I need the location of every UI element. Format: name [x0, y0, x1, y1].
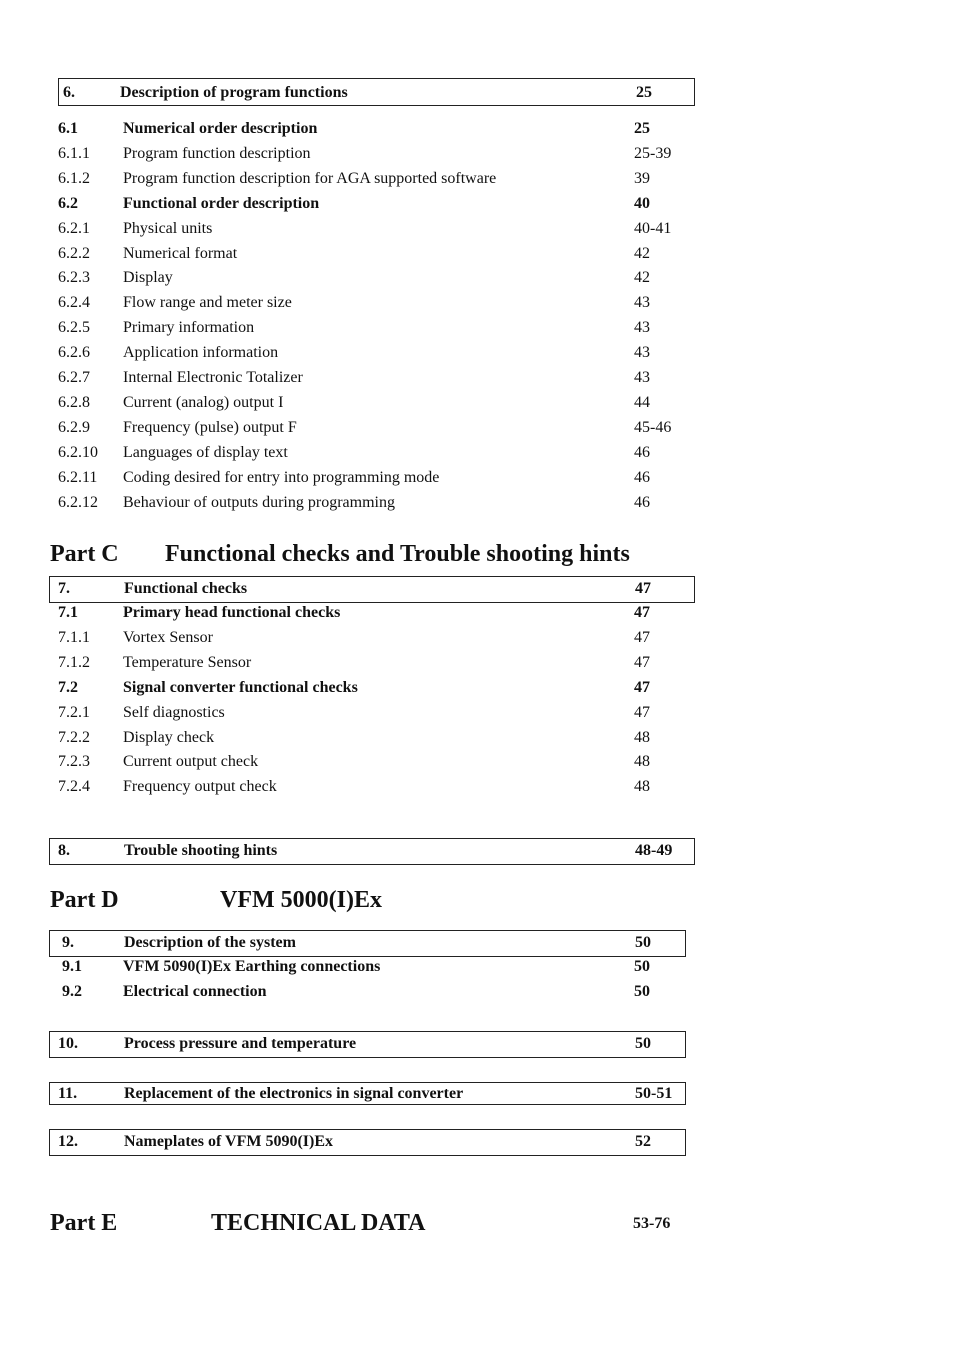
part-title: TECHNICAL DATA: [211, 1210, 426, 1236]
entry-number: 9.1: [62, 958, 82, 975]
toc-entry: [58, 166, 714, 191]
section-11-header: [49, 1082, 686, 1105]
entry-number: 6.2.8: [58, 393, 90, 411]
toc-entry: [58, 700, 714, 725]
section-title: Functional checks: [124, 580, 248, 597]
entry-title: Frequency (pulse) output F: [123, 418, 297, 436]
section-page: 47: [635, 580, 651, 597]
toc-entry: [58, 465, 714, 490]
entry-page: 42: [634, 269, 650, 287]
section-12-row: [58, 1129, 678, 1154]
part-c-heading: [50, 541, 750, 571]
entry-title: Behaviour of outputs during programming: [123, 493, 395, 511]
entry-page: 47: [634, 678, 650, 696]
entry-page: 40-41: [634, 219, 672, 237]
section-7-row: [58, 576, 688, 601]
toc-entry: [62, 954, 714, 979]
part-label: Part D: [50, 887, 119, 913]
toc-entry: [58, 315, 714, 340]
entry-page: 46: [634, 468, 650, 486]
entry-number: 6.2.11: [58, 468, 98, 486]
section-page: 50: [635, 1035, 651, 1052]
entry-page: 46: [634, 493, 650, 511]
section-title: Description of program functions: [120, 84, 348, 101]
entry-number: 6.2.5: [58, 319, 90, 337]
section-number: 12.: [58, 1133, 78, 1150]
toc-entry: [58, 650, 714, 675]
entry-page: 50: [634, 958, 650, 975]
section-page: 52: [635, 1133, 651, 1150]
entry-title: Physical units: [123, 219, 213, 237]
entry-page: 43: [634, 369, 650, 386]
part-title: VFM 5000(I)Ex: [220, 887, 382, 913]
toc-entry: [58, 600, 714, 625]
section-8-row: [58, 838, 688, 863]
entry-page: 48: [634, 728, 650, 746]
entry-title: Current (analog) output I: [123, 393, 284, 411]
entry-page: 42: [634, 244, 650, 262]
section-title: Trouble shooting hints: [124, 842, 278, 859]
entry-page: 50: [634, 983, 650, 1000]
entry-title: Flow range and meter size: [123, 294, 292, 312]
part-d-heading: [50, 887, 750, 917]
entry-number: 6.1: [58, 120, 78, 137]
entry-title: Self diagnostics: [123, 703, 225, 721]
section-number: 6.: [63, 84, 75, 101]
entry-page: 40: [634, 194, 650, 212]
entry-title: Primary information: [123, 319, 255, 337]
section-12-header: [49, 1129, 686, 1156]
toc-entry: [62, 979, 714, 1004]
part-e-heading: [50, 1210, 750, 1240]
entry-number: 7.2.1: [58, 703, 90, 721]
entry-page: 45-46: [634, 418, 672, 436]
entry-page: 25-39: [634, 144, 672, 162]
entry-number: 7.1.2: [58, 653, 90, 671]
entry-title: Current output check: [123, 753, 259, 771]
entry-title: Languages of display text: [123, 443, 288, 461]
entry-number: 6.2.6: [58, 344, 90, 362]
section-page: 25: [636, 84, 652, 101]
toc-entry: [58, 116, 714, 141]
section-6-row: [63, 80, 693, 105]
section-11-row: [58, 1081, 678, 1106]
toc-entry: [58, 365, 714, 390]
entry-number: 6.2.10: [58, 443, 98, 461]
toc-entry: [58, 749, 714, 774]
toc-entry: [58, 340, 714, 365]
section-6-header: [58, 78, 695, 106]
entry-number: 7.2: [58, 678, 78, 696]
part-label: Part E: [50, 1210, 118, 1236]
entry-number: 7.2.3: [58, 753, 90, 771]
section-7-header: [49, 576, 695, 603]
toc-entry: [58, 216, 714, 241]
entry-number: 6.1.2: [58, 169, 90, 187]
entry-title: Frequency output check: [123, 778, 277, 796]
entry-page: 43: [634, 344, 650, 362]
entry-title: Display check: [123, 728, 215, 746]
section-page: 50-51: [635, 1085, 673, 1102]
entry-title: Signal converter functional checks: [123, 678, 358, 696]
entry-page: 44: [634, 393, 650, 411]
toc-entry: [58, 265, 714, 290]
entry-title: Temperature Sensor: [123, 653, 252, 671]
section-title: Replacement of the electronics in signal converter: [124, 1085, 464, 1102]
entry-title: Electrical connection: [123, 983, 267, 1000]
entry-number: 6.2: [58, 194, 78, 212]
section-number: 7.: [58, 580, 70, 597]
toc-entry: [58, 290, 714, 315]
entry-title: Program function description: [123, 144, 311, 162]
entry-number: 6.2.4: [58, 294, 90, 312]
entry-page: 47: [634, 628, 650, 646]
section-10-header: [49, 1031, 686, 1058]
entry-number: 6.1.1: [58, 144, 90, 162]
section-10-row: [58, 1031, 678, 1056]
entry-number: 6.2.2: [58, 244, 90, 262]
entry-page: 43: [634, 294, 650, 312]
section-number: 8.: [58, 842, 70, 859]
entry-title: VFM 5090(I)Ex Earthing connections: [123, 958, 381, 975]
part-label: Part C: [50, 541, 119, 567]
toc-entry: [58, 490, 714, 515]
entry-page: 25: [634, 120, 650, 137]
toc-entry: [58, 774, 714, 799]
entry-page: 39: [634, 169, 650, 187]
entry-number: 7.1: [58, 604, 78, 621]
entry-page: 48: [634, 753, 650, 771]
entry-page: 47: [634, 703, 650, 721]
entry-title: Display: [123, 269, 173, 287]
entry-number: 6.2.9: [58, 418, 90, 436]
section-page: 50: [635, 934, 651, 951]
toc-entry: [58, 141, 714, 166]
part-page: 53-76: [633, 1215, 671, 1232]
entry-page: 43: [634, 319, 650, 337]
toc-entry: [58, 241, 714, 266]
section-number: 9.: [62, 934, 74, 951]
entry-number: 7.1.1: [58, 628, 90, 646]
toc-entry: [58, 390, 714, 415]
entry-title: Numerical order description: [123, 120, 318, 137]
entry-number: 7.2.2: [58, 728, 90, 746]
section-title: Nameplates of VFM 5090(I)Ex: [124, 1133, 334, 1150]
entry-number: 6.2.7: [58, 369, 90, 386]
section-title: Process pressure and temperature: [124, 1035, 357, 1052]
part-title: Functional checks and Trouble shooting hints: [165, 541, 630, 567]
section-title: Description of the system: [124, 934, 296, 951]
entry-number: 6.2.1: [58, 219, 90, 237]
toc-entry: [58, 191, 714, 216]
toc-entry: [58, 725, 714, 750]
entry-page: 48: [634, 778, 650, 796]
section-8-header: [49, 838, 695, 865]
section-9-row: [62, 930, 682, 955]
toc-entry: [58, 440, 714, 465]
entry-page: 47: [634, 653, 650, 671]
entry-title: Program function description for AGA supported software: [123, 169, 497, 187]
toc-entry: [58, 675, 714, 700]
entry-number: 6.2.12: [58, 493, 98, 511]
entry-title: Internal Electronic Totalizer: [123, 369, 303, 386]
section-page: 48-49: [635, 842, 673, 859]
entry-title: Vortex Sensor: [123, 628, 213, 646]
entry-title: Primary head functional checks: [123, 604, 341, 621]
section-9-header: [49, 930, 686, 957]
entry-title: Application information: [123, 344, 279, 362]
entry-number: 6.2.3: [58, 269, 90, 287]
entry-number: 9.2: [62, 983, 82, 1000]
toc-entry: [58, 625, 714, 650]
section-number: 10.: [58, 1035, 78, 1052]
section-number: 11.: [58, 1085, 78, 1102]
entry-number: 7.2.4: [58, 778, 90, 796]
entry-page: 46: [634, 443, 650, 461]
toc-entry: [58, 415, 714, 440]
entry-page: 47: [634, 604, 650, 621]
entry-title: Functional order description: [123, 194, 320, 212]
entry-title: Numerical format: [123, 244, 238, 262]
entry-title: Coding desired for entry into programming mode: [123, 468, 440, 486]
